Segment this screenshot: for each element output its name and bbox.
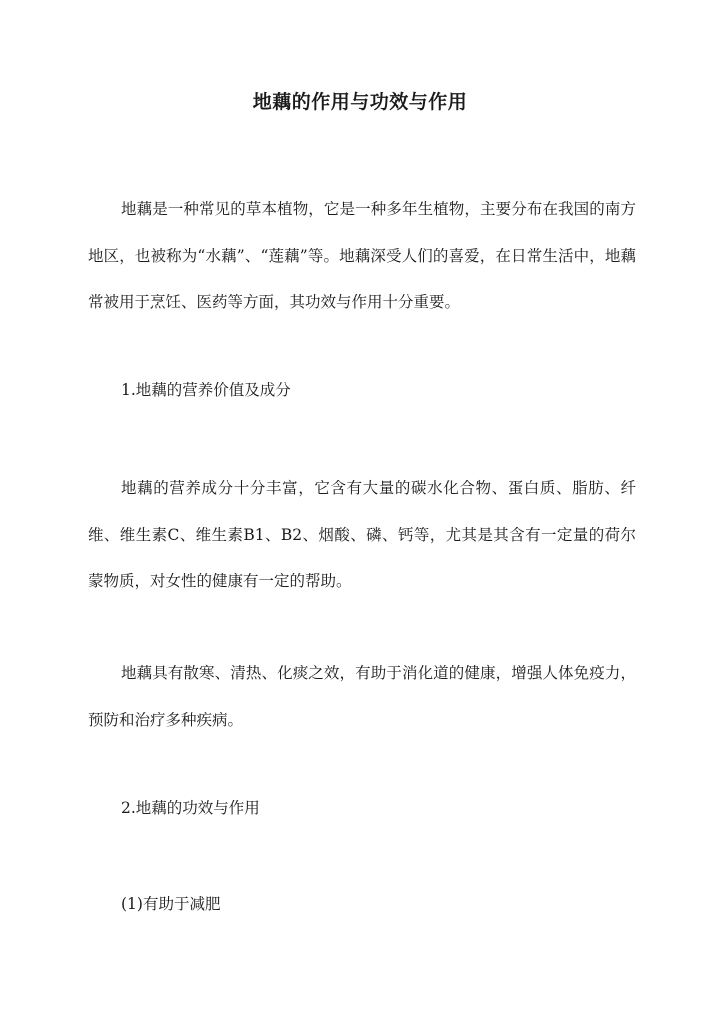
paragraph-health-effects: 地藕具有散寒、清热、化痰之效，有助于消化道的健康，增强人体免疫力，预防和治疗多种疾病。 [88, 664, 636, 729]
section-heading-functions: 2.地藕的功效与作用 [121, 799, 260, 817]
paragraph-intro: 地藕是一种常见的草本植物，它是一种多年生植物，主要分布在我国的南方地区，也被称为“水藕”、“莲藕”等。地藕深受人们的喜爱，在日常生活中，地藕常被用于烹饪、医药等方面，其功效与作用十分重要。 [88, 200, 636, 311]
section-heading-nutrition: 1.地藕的营养价值及成分 [121, 381, 291, 399]
subsection-heading-weight-loss: (1)有助于减肥 [121, 895, 221, 913]
paragraph-nutrition: 地藕的营养成分十分丰富，它含有大量的碳水化合物、蛋白质、脂肪、纤维、维生素C、维生素B1、B2、烟酸、磷、钙等，尤其是其含有一定量的荷尔蒙物质，对女性的健康有一定的帮助。 [88, 479, 636, 590]
document-title: 地藕的作用与功效与作用 [252, 91, 468, 113]
